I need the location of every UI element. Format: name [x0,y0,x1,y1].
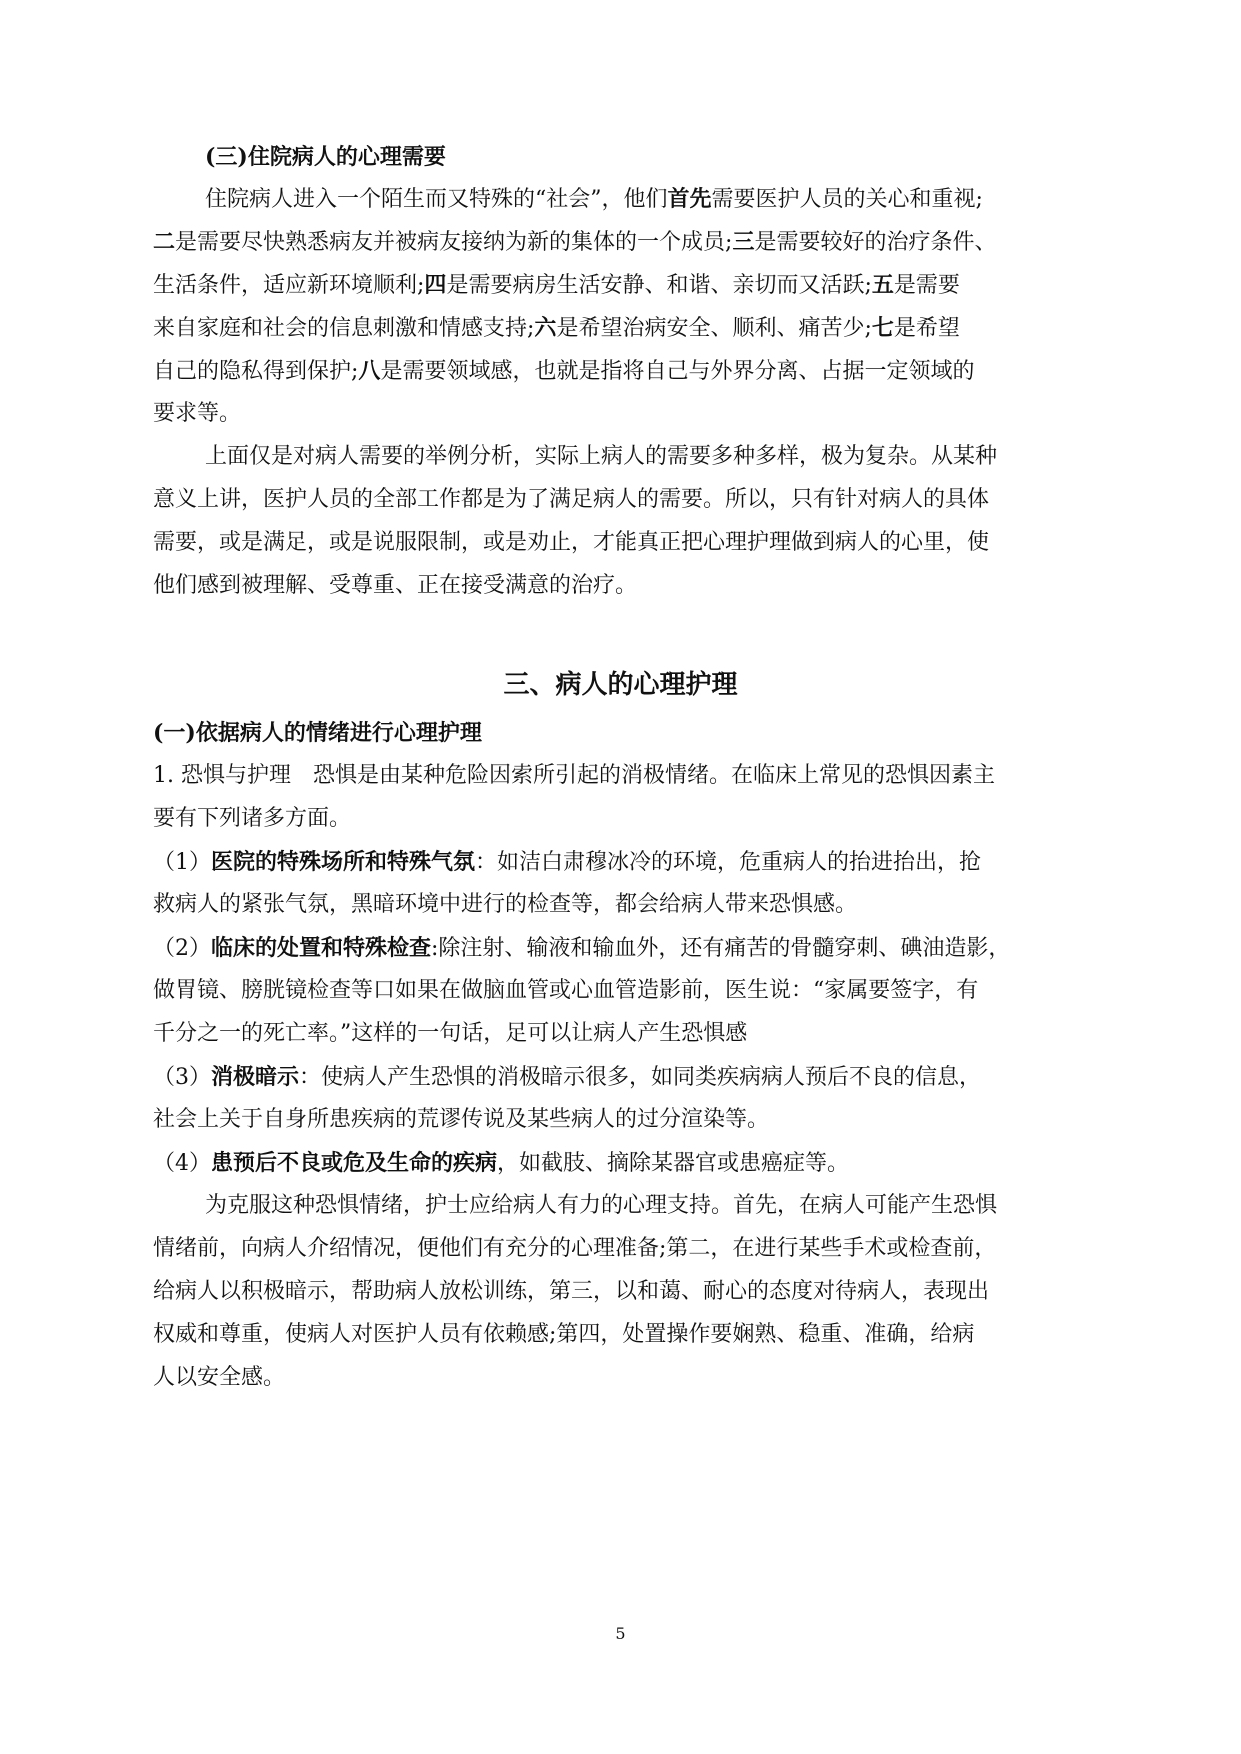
emphasis-text: 消极暗示 [211,1064,300,1090]
paragraph-line: 权威和尊重，使病人对医护人员有依赖感;第四，处置操作要娴熟、稳重、准确，给病 [153,1322,975,1347]
paragraph-line: 为克服这种恐惧情绪，护士应给病人有力的心理支持。首先，在病人可能产生恐惧 [205,1193,998,1218]
emphasis-text: 六 [534,315,557,341]
list-item-number: （3） [153,1065,211,1090]
text-run: :除注射、输液和输血外，还有痛苦的骨髓穿刺、碘油造影， [431,936,1011,961]
text-run: 是需要尽快熟悉病友并被病友接纳为新的集体的一个成员; [175,230,733,255]
emphasis-text: 八 [358,358,381,384]
paragraph-line: 做胃镜、膀胱镜检查等口如果在做脑血管或心血管造影前，医生说：“家属要签字，有 [153,978,979,1003]
paragraph-line [153,270,1093,301]
text-run: 是希望治病安全、顺利、痛苦少; [556,316,872,341]
paragraph-line [205,184,1145,215]
page-number: 5 [615,1624,626,1643]
text-run: 是希望 [893,316,960,341]
text-run: 自己的隐私得到保护; [153,359,359,384]
emphasis-text: 临床的处置和特殊检查 [211,935,432,961]
list-item [153,1062,1093,1093]
paragraph-line: 1. 恐惧与护理 恐惧是由某种危险因索所引起的消极情绪。在临床上常见的恐惧因素主 [153,763,995,788]
paragraph-line: 他们感到被理解、受尊重、正在接受满意的治疗。 [153,573,638,598]
list-item [153,847,1093,878]
paragraph-line: 要有下列诸多方面。 [153,806,352,831]
paragraph-line [153,356,1093,387]
text-run: 生活条件，适应新环境顺利; [153,273,425,298]
paragraph-line: 要求等。 [153,401,242,426]
list-item [153,1148,1093,1179]
paragraph-line: 千分之一的死亡率。”这样的一句话，足可以让病人产生恐惧感 [153,1021,748,1046]
emphasis-text: 三 [732,229,755,255]
section-heading-inpatient-needs: (三)住院病人的心理需要 [205,144,446,170]
text-run: ：使病人产生恐惧的消极暗示很多，如同类疾病病人预后不良的信息， [299,1065,982,1090]
paragraph-line: 上面仅是对病人需要的举例分析，实际上病人的需要多种多样，极为复杂。从某种 [205,444,998,469]
text-run: 是需要较好的治疗条件、 [754,230,997,255]
paragraph-line [153,227,1093,258]
paragraph-line: 社会上关于自身所患疾病的荒谬传说及某些病人的过分渲染等。 [153,1107,770,1132]
text-run: 来自家庭和社会的信息刺激和情感支持; [153,316,535,341]
emphasis-text: 五 [871,272,894,298]
text-run: 是需要 [893,273,960,298]
paragraph-line: 给病人以积极暗示，帮助病人放松训练，第三，以和蔼、耐心的态度对待病人，表现出 [153,1279,990,1304]
paragraph-line [153,313,1093,344]
text-run: 住院病人进入一个陌生而又特殊的“社会”，他们 [205,187,668,212]
emphasis-text: 七 [871,315,894,341]
paragraph-line: 人以安全感。 [153,1365,286,1390]
paragraph-line: 救病人的紧张气氛，黑暗环境中进行的检查等，都会给病人带来恐惧感。 [153,892,858,917]
paragraph-line: 需要，或是满足，或是说服限制，或是劝止，才能真正把心理护理做到病人的心里，使 [153,530,990,555]
emphasis-text: 医院的特殊场所和特殊气氛 [211,849,476,875]
list-item-number: （2） [153,936,211,961]
text-run: ，如截肢、摘除某器官或患癌症等。 [497,1151,850,1176]
list-item [153,933,1093,964]
emphasis-text: 首先 [667,186,712,212]
emphasis-text: 患预后不良或危及生命的疾病 [211,1150,498,1176]
list-item-number: （4） [153,1151,211,1176]
text-run: 是需要领域感，也就是指将自己与外界分离、占据一定领域的 [380,359,975,384]
list-item-number: （1） [153,850,211,875]
paragraph-line: 意义上讲，医护人员的全部工作都是为了满足病人的需要。所以，只有针对病人的具体 [153,487,990,512]
paragraph-line: 情绪前，向病人介绍情况，便他们有充分的心理准备;第二，在进行某些手术或检查前， [153,1236,997,1261]
emphasis-text: 二 [153,229,176,255]
text-run: 是需要病房生活安静、和谐、亲切而又活跃; [446,273,872,298]
chapter-heading: 三、病人的心理护理 [503,670,738,700]
subsection-heading: (一)依据病人的情绪进行心理护理 [153,720,482,746]
emphasis-text: 四 [424,272,447,298]
text-run: 需要医护人员的关心和重视; [711,187,983,212]
text-run: ：如洁白肃穆冰冷的环境，危重病人的抬进抬出，抢 [475,850,982,875]
